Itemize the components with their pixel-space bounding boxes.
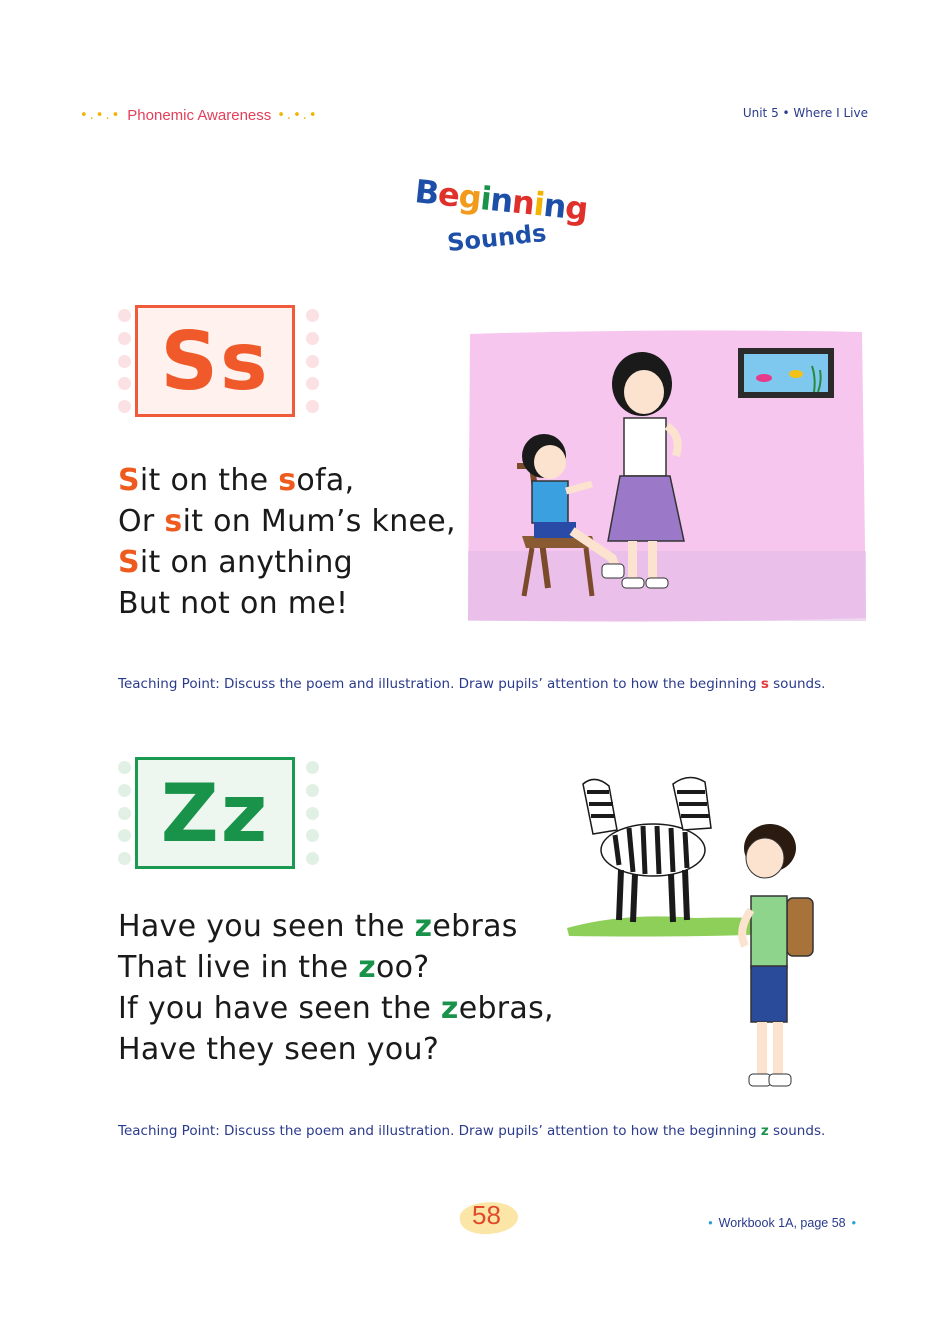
teaching-point-letter: s (760, 676, 769, 692)
title-letter: g (563, 188, 590, 229)
title-letter: i (531, 184, 546, 224)
highlighted-letter: z (414, 909, 433, 944)
poem-line (118, 542, 456, 583)
illustration-zebra-scene (565, 770, 815, 1098)
highlighted-letter: z (358, 950, 376, 985)
title-letter: i (478, 179, 493, 218)
poem-text: it on Mum’s knee, (182, 504, 456, 539)
poem-text: it on anything (139, 545, 353, 580)
poem-text: ofa, (296, 463, 355, 498)
title-line1 (413, 172, 589, 228)
poem-text: That live in the (118, 950, 359, 985)
poem-line (118, 460, 456, 501)
highlighted-letter: s (164, 504, 183, 539)
unit-label: Unit 5 • Where I Live (742, 106, 868, 120)
card-holes-right (306, 309, 320, 413)
poem-line (118, 947, 554, 988)
bullet-icon: • (851, 1216, 856, 1230)
title-letter: n (488, 180, 515, 221)
poem-text: ebras (432, 909, 518, 944)
card-holes-left (118, 309, 132, 413)
letter-card-text: Zz (135, 757, 295, 869)
page-title (405, 172, 595, 272)
highlighted-letter: z (440, 991, 459, 1026)
poem-text: Have you seen the (118, 909, 415, 944)
page-number-text: 58 (472, 1200, 501, 1230)
teaching-point-text: Teaching Point: Discuss the poem and illustration. Draw pupils’ attention to how the beginning (118, 1123, 761, 1139)
workbook-reference-text: Workbook 1A, page 58 (718, 1216, 846, 1230)
teaching-point-text: Teaching Point: Discuss the poem and illustration. Draw pupils’ attention to how the beginning (118, 676, 761, 692)
bullet-icon: • (708, 1216, 713, 1230)
title-letter: n (541, 185, 568, 226)
poem-text: ebras, (458, 991, 554, 1026)
section-label (80, 100, 319, 130)
poem-line (118, 501, 456, 542)
teaching-point-letter: z (760, 1123, 769, 1139)
highlighted-letter: s (278, 463, 297, 498)
letter-card-z (118, 757, 298, 869)
title-letter: e (436, 174, 461, 215)
card-holes-left (118, 761, 132, 865)
decorative-dots-right: •.•.• (277, 107, 319, 123)
poem-line (118, 906, 554, 947)
highlighted-letter: S (118, 545, 140, 580)
poem-line (118, 1029, 554, 1070)
poem-text: Or (118, 504, 165, 539)
letter-card-text: Ss (135, 305, 295, 417)
poem-line (118, 988, 554, 1029)
title-letter: g (456, 176, 483, 217)
boy-with-backpack-icon (742, 824, 813, 1086)
title-letter: n (510, 182, 536, 223)
poem-line (118, 583, 456, 624)
poem-s (118, 460, 456, 624)
highlighted-letter: S (118, 463, 140, 498)
poem-text: But not on me! (118, 586, 349, 621)
workbook-reference (702, 1216, 862, 1230)
section-label-text: Phonemic Awareness (127, 106, 272, 124)
decorative-dots-left: •.•.• (80, 107, 122, 123)
card-holes-right (306, 761, 320, 865)
poem-text: it on the (139, 463, 279, 498)
aquarium-picture-icon (738, 348, 834, 398)
zebra-icon (583, 777, 711, 922)
poem-text: Have they seen you? (118, 1032, 440, 1067)
poem-text: If you have seen the (118, 991, 441, 1026)
teaching-point-end: sounds. (768, 1123, 826, 1139)
poem-text: oo? (375, 950, 430, 985)
teaching-point-s (118, 676, 825, 692)
title-line2: Sounds (445, 218, 548, 258)
title-letter: B (413, 172, 441, 213)
letter-card-s (118, 305, 298, 417)
teaching-point-z (118, 1123, 825, 1139)
poem-z (118, 906, 554, 1070)
illustration-sofa-scene (462, 326, 870, 626)
page-number (460, 1196, 520, 1240)
teaching-point-end: sounds. (768, 676, 826, 692)
